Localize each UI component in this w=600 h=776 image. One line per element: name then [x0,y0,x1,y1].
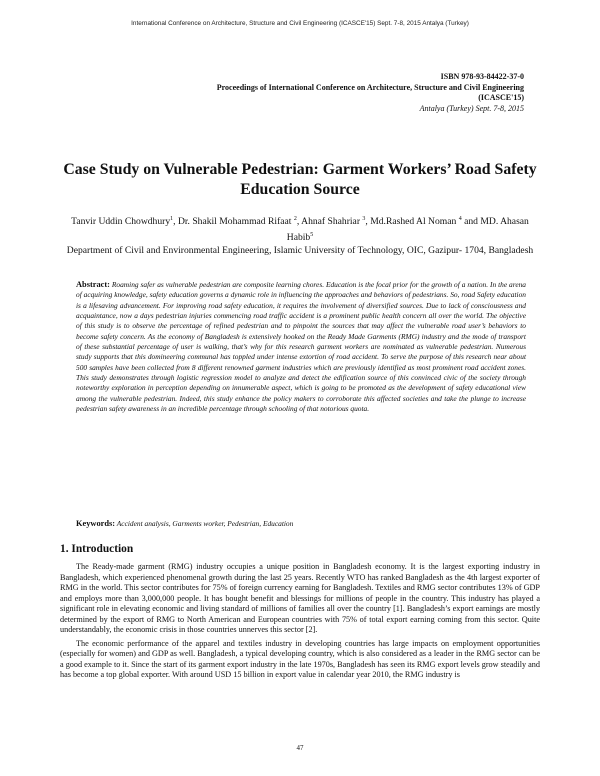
keywords-text: Accident analysis, Garments worker, Pedestrian, Education [116,519,294,528]
running-header: International Conference on Architecture, Structure and Civil Engineering (ICASCE'15) Sept. 7-8, 2015 Antalya (Turkey) [131,20,469,27]
isbn: ISBN 978-93-84422-37-0 [440,72,524,81]
author-separator: , [365,216,371,228]
affiliation: Department of Civil and Environmental Engineering, Islamic University of Technology, OIC, Gazipur- 1704, Bangladesh [66,244,534,256]
author-separator: , [173,216,178,228]
page-number: 47 [296,744,304,752]
paragraph: The Ready-made garment (RMG) industry occupies a unique position in Bangladesh economy. It is the largest exporting industry in Bangladesh, which experienced phenomenal growth during the last 25 years. Recently WTO has ranked Bangladesh as the 4th largest exporter of RMG in the world. This sector contributes for 75% of foreign currency earning for Bangladesh. Textiles and RMG sector contributes 13% of GDP and employs more than 3,000,000 people. It has bought benefit and blessings for millions of people in the country. This industry has played a significant role in elevating economic and living standard of millions of families all over the country [1]. Bangladesh’s export earnings are mostly determined by the export of RMG to North American and European countries with 75% of total export earning coming from this sector. Quite understandably, the economic crisis in those countries unnerves this sector [2]. [60,562,540,634]
proceedings-block [84,72,524,114]
proceedings-title: Proceedings of International Conference on Architecture, Structure and Civil Engineering [216,82,524,92]
author-list [60,213,540,245]
author-name: Dr. Shakil Mohammad Rifaat [177,216,294,228]
keywords-label: Keywords: [76,519,116,528]
author-affiliation-mark: 1 [170,216,174,222]
author-affiliation-mark: 4 [458,216,462,222]
abstract-label: Abstract: [76,280,110,289]
paragraph: The economic performance of the apparel and textiles industry in developing countries has large impacts on employment opportunities (especially for women) and GDP as well. Bangladesh, a typical developing country, which is also considered as a leader in the RMG sector can be a good example to it. Since the start of its garment export industry in the late 1970s, Bangladesh has seen its RMG export levels grow steadily and has become a top global exporter. With around USD 15 billion in export value in calendar year 2010, the RMG industry is [60,638,540,679]
author-name: Tanvir Uddin Chowdhury [71,216,171,228]
author-separator: , [296,216,302,228]
author-block [60,213,540,257]
paper-title: Case Study on Vulnerable Pedestrian: Garment Workers’ Road Safety Education Source [63,161,537,198]
location-date: Antalya (Turkey) Sept. 7-8, 2015 [419,103,524,113]
author-affiliation-mark: 3 [362,216,366,222]
keywords [76,519,526,528]
author-affiliation-mark: 2 [293,216,297,222]
abstract [76,280,526,414]
abstract-text: Roaming safer as vulnerable pedestrian are composite learning chores. Education is the focal prior for the growth of a nation. In the arena of acquiring knowledge, safety education governs a dynamic role in influencing the approaches and behaviors of pedestrians. So, road Safety education is a lifesaving advancement. For improving road safety education, it requires the involvement of diversified sources. Due to lack of consciousness and acquaintance, now a days pedestrian injuries commencing road traffic accident is a prominent public health concern all over the world. The objective of this study is to observe the percentage of refined pedestrian and to pinpoint the sources that may affect the vulnerable road user’s behaviors to become safety concern. As the economy of Bangladesh is extensively hooked on the Ready Made Garments (RMG) industry and the mode of transport of these substantial percentage of user is walking, that’s why for this research garment workers are nominated as vulnerable pedestrian. Numerous study supports that this domineering communal has toppled under intense extortion of road accident. To serve the purpose of this research near about 500 samples have been collected from 8 different renowned garment industries which are previously identified as most prominent road accident zones. This study demonstrates through logistic regression model to analyze and detect the edification source of this convinced civic of the society through noteworthy exploration in perception depending on innumerable aspect, which is going to be promoted as the development of safety educational view among the vulnerable pedestrian. Indeed, this study enhance the policy makers to corroborate this affected societies and take the plunge to increase pedestrian safety awareness in an incredible percentage through schooling of that notorious quota. [76,280,526,414]
author-affiliation-mark: 5 [310,231,314,238]
section-heading: 1. Introduction [60,543,134,555]
author-name: Md.Rashed Al Noman [370,216,459,228]
proceedings-acronym: (ICASCE'15) [478,93,524,102]
body-text [60,562,540,684]
author-name: and MD. Ahasan Habib [286,216,529,243]
author-name: Ahnaf Shahriar [301,216,363,228]
